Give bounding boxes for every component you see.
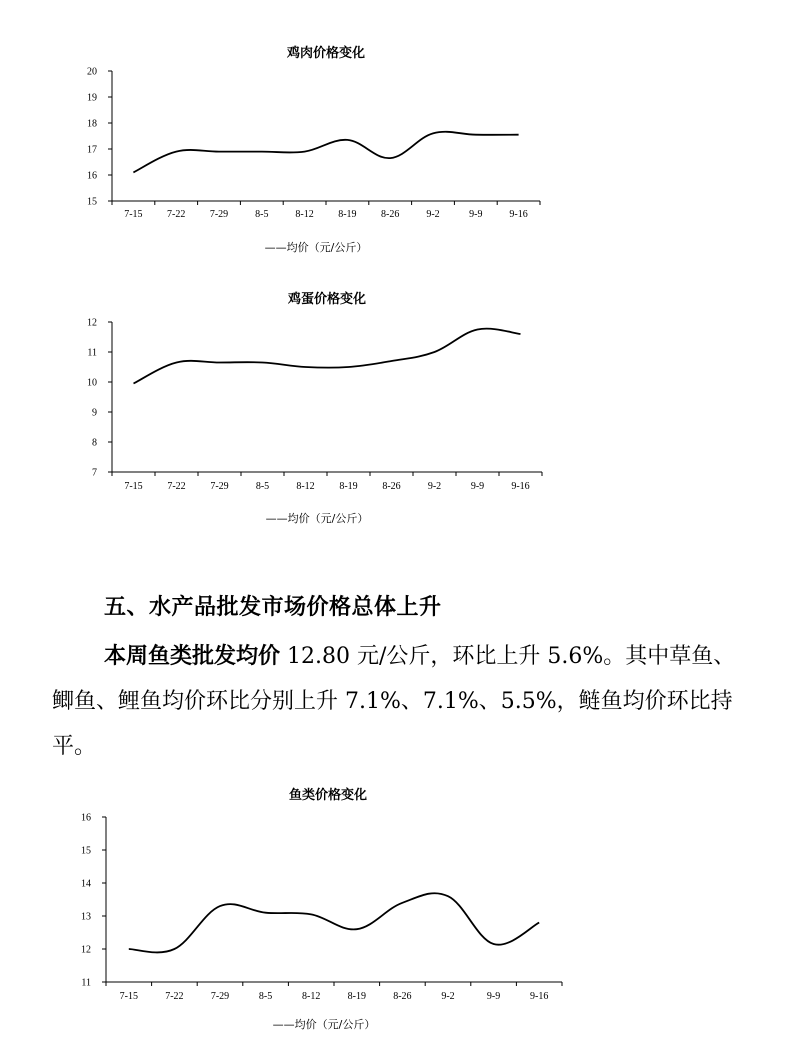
section-heading: 五、水产品批发市场价格总体上升 <box>104 595 442 620</box>
chart-title: 鱼类价格变化 <box>288 788 368 803</box>
chart-title: 鸡蛋价格变化 <box>287 292 367 307</box>
y-tick-label: 14 <box>81 878 91 890</box>
x-tick-label: 8-19 <box>347 991 366 1002</box>
x-tick-label: 8-26 <box>393 991 412 1002</box>
x-tick-label: 9-9 <box>470 481 485 492</box>
y-tick-label: 15 <box>81 845 91 857</box>
x-tick-label: 8-12 <box>295 209 314 220</box>
y-tick-label: 18 <box>87 118 97 130</box>
series-line <box>129 893 539 952</box>
x-tick-label: 7-15 <box>124 481 143 492</box>
x-tick-label: 9-2 <box>427 481 442 492</box>
x-tick-label: 7-29 <box>210 991 230 1002</box>
paragraph-lead: 本周鱼类批发均价 <box>104 644 281 669</box>
y-tick-label: 15 <box>87 196 97 208</box>
y-tick-label: 8 <box>92 437 97 449</box>
x-tick-label: 7-29 <box>210 481 229 492</box>
x-tick-label: 9-16 <box>509 209 528 220</box>
y-tick-label: 17 <box>87 144 97 156</box>
x-tick-label: 8-5 <box>258 991 273 1002</box>
x-tick-label: 7-29 <box>209 209 229 220</box>
x-tick-label: 8-26 <box>381 209 400 220</box>
x-tick-label: 7-22 <box>167 481 186 492</box>
x-tick-label: 9-9 <box>469 209 483 220</box>
x-tick-label: 8-12 <box>302 991 321 1002</box>
y-tick-label: 11 <box>87 347 97 359</box>
x-tick-label: 9-2 <box>441 991 455 1002</box>
x-tick-label: 7-22 <box>165 991 184 1002</box>
chart-title: 鸡肉价格变化 <box>286 46 366 61</box>
x-tick-label: 7-15 <box>119 991 138 1002</box>
x-tick-label: 7-15 <box>124 209 143 220</box>
x-tick-label: 7-22 <box>167 209 186 220</box>
y-tick-label: 16 <box>87 170 97 182</box>
y-tick-label: 7 <box>92 467 97 479</box>
x-tick-label: 9-16 <box>511 481 530 492</box>
legend-label: ——均价（元/公斤） <box>272 1018 376 1031</box>
y-tick-label: 13 <box>81 911 91 923</box>
y-tick-label: 19 <box>87 92 97 104</box>
y-tick-label: 9 <box>92 407 97 419</box>
x-tick-label: 8-5 <box>255 209 269 220</box>
x-tick-label: 8-19 <box>339 481 358 492</box>
y-tick-label: 12 <box>87 317 97 329</box>
y-tick-label: 11 <box>81 977 91 989</box>
y-tick-label: 16 <box>81 812 91 824</box>
x-tick-label: 9-9 <box>486 991 501 1002</box>
y-tick-label: 10 <box>87 377 97 389</box>
y-tick-label: 20 <box>87 66 97 78</box>
x-tick-label: 8-19 <box>338 209 357 220</box>
x-tick-label: 9-16 <box>530 991 549 1002</box>
x-tick-label: 8-26 <box>382 481 401 492</box>
x-tick-label: 8-12 <box>296 481 315 492</box>
x-tick-label: 8-5 <box>255 481 270 492</box>
x-tick-label: 9-2 <box>426 209 440 220</box>
legend-label: ——均价（元/公斤） <box>265 512 369 525</box>
paragraph-body: 12.80 元/公斤，环比上升 5.6%。其中草鱼、鲫鱼、鲤鱼均价环比分别上升 7.1%、7.1%、5.5%，鲢鱼均价环比持平。 <box>52 644 736 759</box>
section-paragraph <box>52 634 752 769</box>
y-tick-label: 12 <box>81 944 91 956</box>
legend-label: ——均价（元/公斤） <box>264 241 368 254</box>
